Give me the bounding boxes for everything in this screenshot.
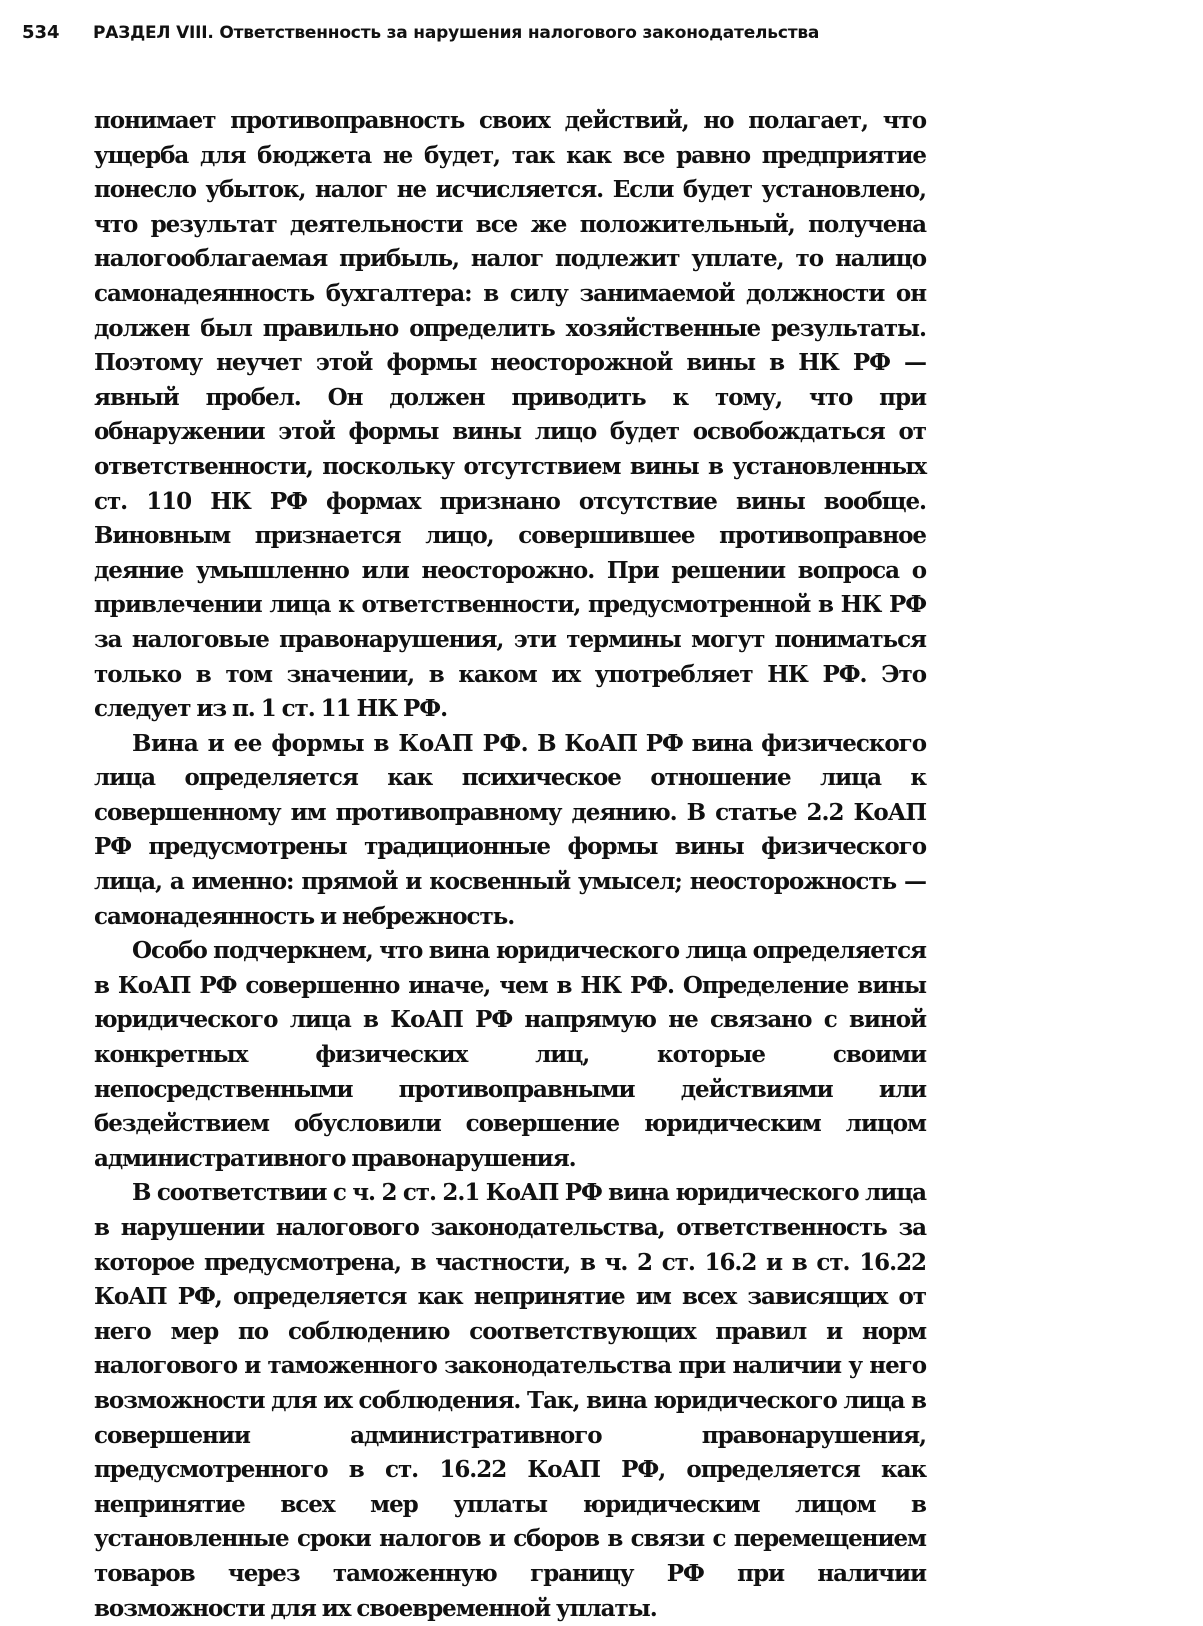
paragraph-koap-guilt-forms: [94, 727, 926, 935]
running-head: РАЗДЕЛ VIII. Ответственность за нарушения налогового законодательства: [92, 23, 820, 43]
paragraph-legal-entity-guilt: Особо подчеркнем, что вина юридического лица определяется в КоАП РФ совершенно иначе, чем в НК РФ. Определение вины юридического лица в КоАП РФ напрямую не связано с виной конкретных физических лиц, которые своими непосредственными противоправными действиями или бездействием обусловили совершение юридическим лицом административного правонарушения.: [94, 937, 926, 1172]
page-header: [22, 20, 1172, 46]
run-in-heading: Вина и ее формы в КоАП РФ.: [132, 729, 529, 757]
page-number: 534: [22, 22, 60, 43]
paragraph-koap-article-2-1: В соответствии с ч. 2 ст. 2.1 КоАП РФ вина юридического лица в нарушении налогового законодательства, ответственность за которое предусмотрена, в частности, в ч. 2 ст. 16.2 и в ст. 16.22 КоАП РФ, определяется как непринятие им всех зависящих от него мер по соблюдению соответствующих правил и норм налогового и таможенного законодательства при наличии у него возможности для их соблюдения. Так, вина юридического лица в совершении административного правонарушения, предусмотренного в ст. 16.22 КоАП РФ, определяется как непринятие всех мер уплаты юридическим лицом в установленные сроки налогов и сборов в связи с перемещением товаров через таможенную границу РФ при наличии возможности для их своевременной уплаты.: [94, 1179, 926, 1622]
paragraph-continuation: понимает противоправность своих действий, но полагает, что ущерба для бюджета не будет, так как все равно предприятие понесло убыток, налог не исчисляется. Если будет установлено, что результат деятельности все же положительный, получена налогооблагаемая прибыль, налог подлежит уплате, то налицо самонадеянность бухгалтера: в силу занимаемой должности он должен был правильно определить хозяйственные результаты. Поэтому неучет этой формы неосторожной вины в НК РФ — явный пробел. Он должен приводить к тому, что при обнаружении этой формы вины лицо будет освобождаться от ответственности, поскольку отсутствием вины в установленных ст. 110 НК РФ формах признано отсутствие вины вообще. Виновным признается лицо, совершившее противоправное деяние умышленно или неосторожно. При решении вопроса о привлечении лица к ответственности, предусмотренной в НК РФ за налоговые правонарушения, эти термины могут пониматься только в том значении, в каком их употребляет НК РФ. Это следует из п. 1 ст. 11 НК РФ.: [94, 107, 926, 723]
paragraph-text: В КоАП РФ вина физического лица определяется как психическое отношение лица к совершенному им противоправному деянию. В статье 2.2 КоАП РФ предусмотрены традиционные формы вины физического лица, а именно: прямой и косвенный умысел; неосторожность — самонадеянность и небрежность.: [94, 729, 926, 930]
body-text: [94, 104, 926, 1626]
